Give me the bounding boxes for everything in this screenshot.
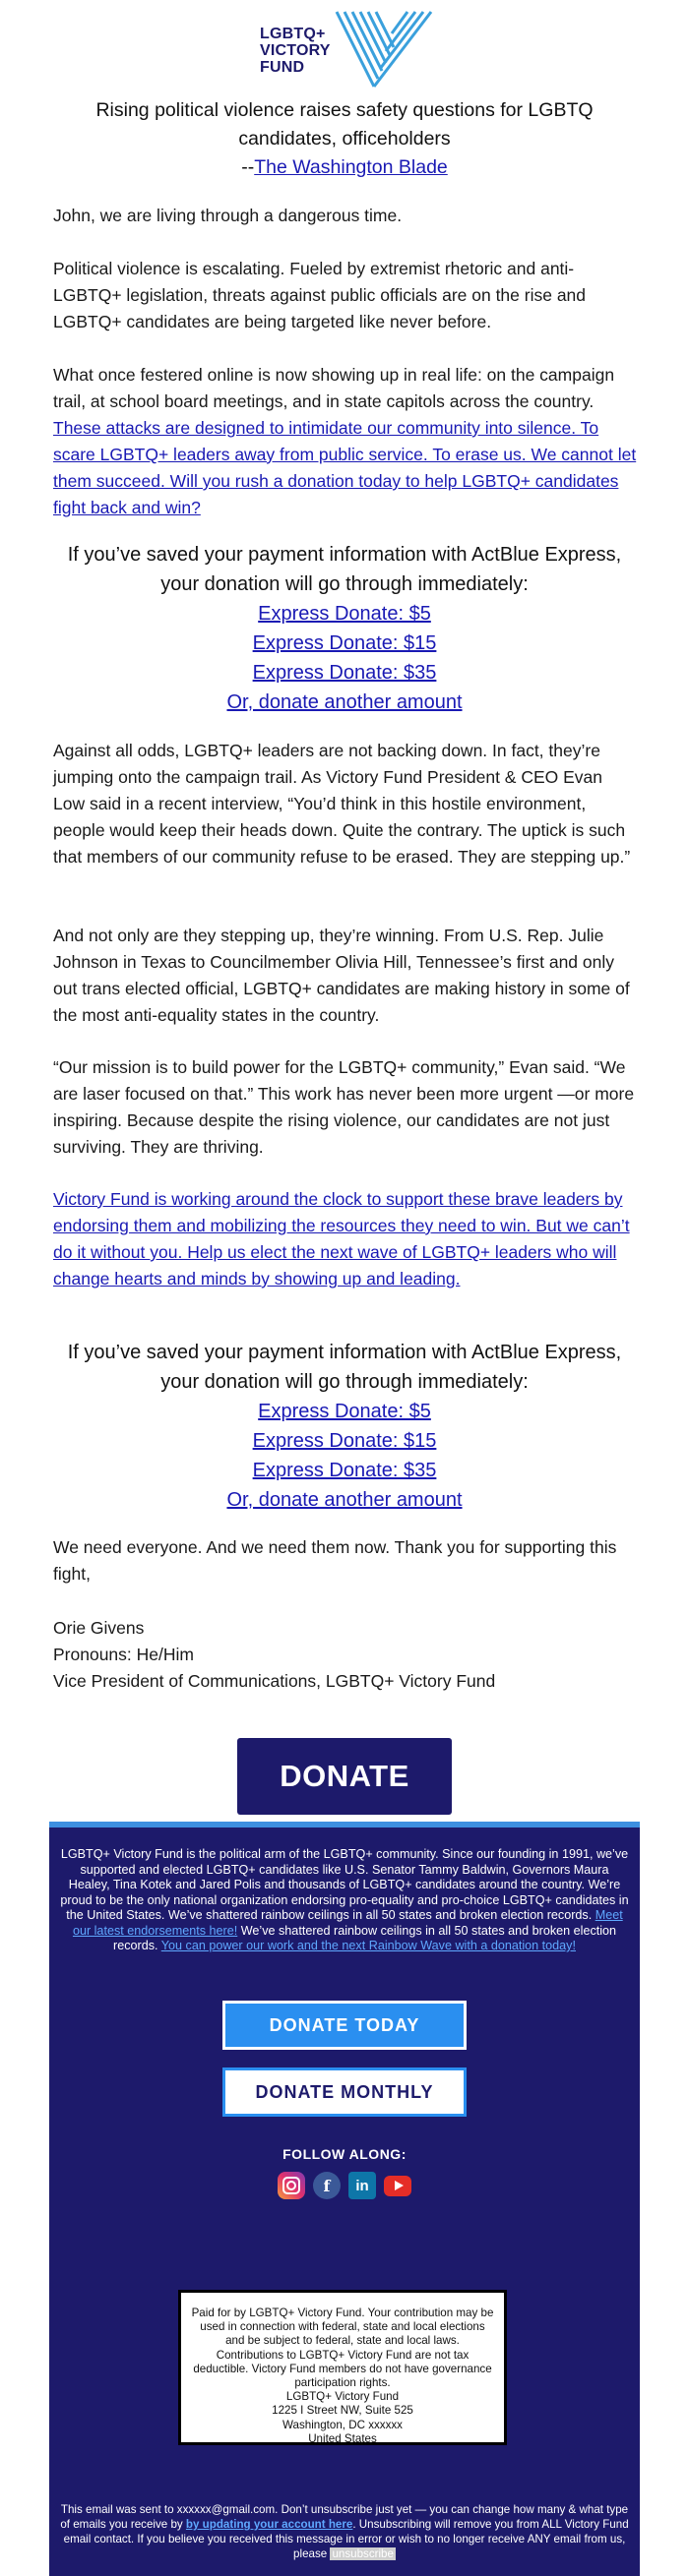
express-donate-5-link[interactable]: Express Donate: $5 bbox=[258, 1401, 431, 1422]
logo-line-1: LGBTQ+ bbox=[260, 26, 326, 42]
paragraph-not-backing-down: Against all odds, LGBTQ+ leaders are not backing down. In fact, they’re jumping onto the campaign trail. As Victory Fund President & CEO Evan Low said in a recent interview, “You’d think in this hostile environment, people would keep their heads down. Quite the contrary. The uptick is such that members of our community refuse to be erased. They are stepping up.” bbox=[53, 741, 631, 867]
victory-fund-logo[interactable] bbox=[260, 8, 435, 90]
paragraph-greeting: John, we are living through a dangerous time. bbox=[53, 206, 403, 225]
signature-name: Orie Givens bbox=[53, 1618, 145, 1638]
signature-pronouns: Pronouns: He/Him bbox=[53, 1645, 194, 1664]
express-donate-block-2 bbox=[39, 1338, 650, 1515]
donate-monthly-button[interactable]: DONATE MONTHLY bbox=[222, 2067, 467, 2117]
headline-line-1: Rising political violence raises safety questions for LGBTQ bbox=[95, 99, 594, 121]
instagram-icon[interactable] bbox=[278, 2172, 305, 2199]
express-donate-15-link[interactable]: Express Donate: $15 bbox=[252, 1430, 437, 1452]
linkedin-icon[interactable]: in bbox=[348, 2172, 376, 2199]
unsubscribe-text-2: . Unsubscribing will remove you from ALL Victory Fund email contact. If you believe you received this message in error or wish to no longer receive ANY email from us, please bbox=[63, 2518, 629, 2560]
source-prefix: -- bbox=[241, 156, 255, 178]
donate-button[interactable]: DONATE bbox=[237, 1738, 452, 1815]
address-country: United States bbox=[308, 2431, 377, 2445]
org-name: LGBTQ+ Victory Fund bbox=[285, 2390, 400, 2404]
paragraph-mission: “Our mission is to build power for the LGBTQ+ community,” Evan said. “We are laser focused on that.” This work has never been more urgent —or more inspiring. Because despite the rising violence, our candidates are not just surviving. They are thriving. bbox=[53, 1057, 635, 1157]
unsubscribe-text-1: This email was sent to xxxxxx@gmail.com. Don’t unsubscribe just yet — you can change how many & what type of emails you receive by bbox=[60, 2503, 629, 2531]
paid-for-disclaimer bbox=[178, 2290, 507, 2445]
update-account-link[interactable]: by updating your account here bbox=[185, 2518, 353, 2531]
headline-source bbox=[69, 153, 620, 182]
paragraph-attacks-text: What once festered online is now showing up in real life: on the campaign trail, at school board meetings, and in state capitols across the country. bbox=[53, 365, 615, 411]
social-links bbox=[49, 2172, 640, 2199]
express-donate-35-link[interactable]: Express Donate: $35 bbox=[252, 1460, 437, 1481]
facebook-icon[interactable]: f bbox=[313, 2172, 341, 2199]
footer-about-text: LGBTQ+ Victory Fund is the political arm of the LGBTQ+ community. Since our founding in 1991, we’ve supported and elected LGBTQ+ candidates like U.S. Senator Tammy Baldwin, Governors Maura Healey, Tina Kotek and Jared Polis and thousands of LGBTQ+ candidates around the country. We’re proud to be the only national organization endorsing pro-equality and pro-choice LGBTQ+ candidates in the United States. We’ve shattered rainbow ceilings in all 50 states and broken election records. bbox=[60, 1847, 629, 1922]
paragraph-thank-you: We need everyone. And we need them now. Thank you for supporting this fight, bbox=[53, 1537, 617, 1584]
donate-other-amount-link[interactable]: Or, donate another amount bbox=[226, 1489, 463, 1511]
unsubscribe-notice bbox=[57, 2502, 632, 2561]
victory-v-mark-icon bbox=[329, 8, 435, 89]
youtube-icon[interactable] bbox=[384, 2172, 411, 2199]
unsubscribe-link[interactable]: unsubscribe bbox=[332, 2547, 394, 2560]
logo-line-3: FUND bbox=[260, 59, 305, 76]
disclaimer-text: Paid for by LGBTQ+ Victory Fund. Your contribution may be used in connection with federal, state and local elections and be subject to federal, state and local laws. Contributions to LGBTQ+ Victory Fund are not tax deductible. Victory Fund members do not have governance participation rights. bbox=[191, 2306, 494, 2390]
donate-today-button[interactable]: DONATE TODAY bbox=[222, 2001, 467, 2050]
address-line-1: 1225 I Street NW, Suite 525 bbox=[272, 2404, 413, 2418]
express-intro-line-1: If you’ve saved your payment information with ActBlue Express, bbox=[67, 1342, 622, 1363]
logo-line-2: VICTORY bbox=[260, 42, 331, 59]
address-line-2: Washington, DC xxxxxx bbox=[282, 2418, 403, 2431]
footer bbox=[49, 1822, 640, 2576]
express-donate-35-link[interactable]: Express Donate: $35 bbox=[252, 662, 437, 684]
power-our-work-link[interactable]: You can power our work and the next Rainbow Wave with a donation today! bbox=[160, 1939, 576, 1952]
express-donate-5-link[interactable]: Express Donate: $5 bbox=[258, 603, 431, 625]
footer-about bbox=[59, 1847, 630, 1954]
paragraph-support bbox=[53, 1186, 637, 1292]
signature-block bbox=[53, 1615, 637, 1695]
follow-along-label: FOLLOW ALONG: bbox=[282, 2146, 407, 2162]
express-donate-15-link[interactable]: Express Donate: $15 bbox=[252, 632, 437, 654]
paragraph-escalating: Political violence is escalating. Fueled by extremist rhetoric and anti-LGBTQ+ legislation, threats against public officials are on the rise and LGBTQ+ candidates are being targeted like never before. bbox=[53, 259, 587, 331]
footer-about-text-2: We’ve shattered rainbow ceilings in all 50 states and broken election records. bbox=[113, 1923, 617, 1952]
washington-blade-link[interactable]: The Washington Blade bbox=[254, 156, 448, 178]
headline bbox=[69, 96, 620, 182]
express-donate-block-1 bbox=[39, 540, 650, 717]
paragraph-attacks bbox=[53, 362, 637, 521]
express-intro-line-1: If you’ve saved your payment information with ActBlue Express, bbox=[67, 544, 622, 566]
donate-appeal-link[interactable]: These attacks are designed to intimidate our community into silence. To scare LGBTQ+ leaders away from public service. To erase us. We cannot let them succeed. Will you rush a donation today to help LGBTQ+ candidates fight back and win? bbox=[53, 418, 637, 517]
donate-other-amount-link[interactable]: Or, donate another amount bbox=[226, 691, 463, 713]
headline-line-2: candidates, officeholders bbox=[238, 128, 451, 150]
express-intro-line-2: your donation will go through immediately: bbox=[160, 1371, 529, 1393]
paragraph-winning: And not only are they stepping up, they’re winning. From U.S. Rep. Julie Johnson in Texas to Councilmember Olivia Hill, Tennessee’s first and only out trans elected official, LGBTQ+ candidates are making history in some of the most anti-equality states in the country. bbox=[53, 926, 630, 1025]
support-leaders-link[interactable]: Victory Fund is working around the clock to support these brave leaders by endorsing them and mobilizing the resources they need to win. But we can’t do it without you. Help us elect the next wave of LGBTQ+ leaders who will change hearts and minds by showing up and leading. bbox=[53, 1189, 630, 1288]
endorsements-link[interactable]: Meet our latest endorsements here! bbox=[72, 1908, 623, 1938]
express-intro-line-2: your donation will go through immediately: bbox=[160, 573, 529, 595]
signature-title: Vice President of Communications, LGBTQ+ Victory Fund bbox=[53, 1671, 496, 1691]
